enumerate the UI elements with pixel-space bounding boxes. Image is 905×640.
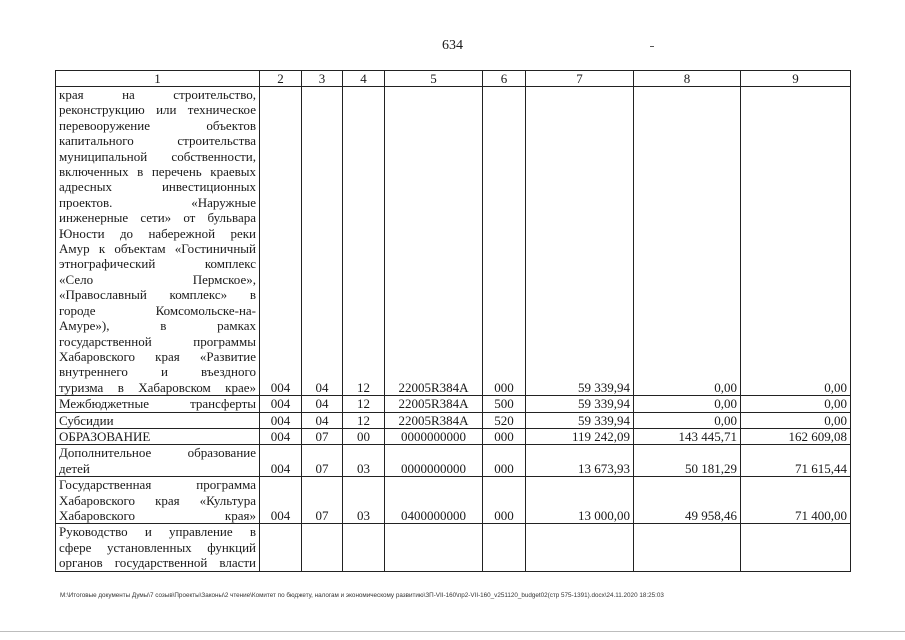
table-row: [56, 428, 851, 444]
row-name: [56, 524, 260, 571]
subsection-code: 07: [302, 445, 343, 477]
header-cell: 6: [483, 71, 526, 87]
scan-edge-line: [0, 631, 905, 632]
table-row: [56, 412, 851, 428]
row-name-line: «Православный комплекс» в: [59, 287, 256, 303]
row-name-line: инженерные сети» от бульвара: [59, 210, 256, 226]
amount-year-3: [741, 524, 851, 571]
expense-type-code: 000: [483, 87, 526, 396]
row-name-line: реконструкцию или техническое: [59, 102, 256, 118]
amount-year-2: 50 181,29: [634, 445, 741, 477]
row-name-line: включенных в перечень краевых: [59, 164, 256, 180]
expense-type-code: 500: [483, 396, 526, 412]
amount-year-2: 0,00: [634, 396, 741, 412]
table-row: [56, 477, 851, 524]
row-name-line: туризма в Хабаровском крае»: [59, 379, 256, 395]
target-article-code: [385, 524, 483, 571]
amount-year-3: 0,00: [741, 412, 851, 428]
amount-year-1: 59 339,94: [526, 412, 634, 428]
row-name-line: государственной программы: [59, 333, 256, 349]
target-article-code: 0000000000: [385, 428, 483, 444]
header-cell: 1: [56, 71, 260, 87]
amount-year-3: 0,00: [741, 87, 851, 396]
row-name: [56, 428, 260, 444]
subsection-code-2: 12: [343, 87, 385, 396]
table-row: [56, 87, 851, 396]
table-body: [56, 87, 851, 572]
section-code: 004: [260, 412, 302, 428]
row-name-line: Руководство и управление в: [59, 524, 256, 540]
row-name-line: адресных инвестиционных: [59, 179, 256, 195]
table-row: [56, 396, 851, 412]
section-code: 004: [260, 477, 302, 524]
page-number: 634: [442, 38, 463, 53]
table-row: [56, 524, 851, 571]
amount-year-3: 162 609,08: [741, 428, 851, 444]
budget-table: [55, 70, 851, 572]
header-row: [56, 71, 851, 87]
row-name: [56, 87, 260, 396]
target-article-code: 0400000000: [385, 477, 483, 524]
target-article-code: 22005R384A: [385, 396, 483, 412]
subsection-code-2: 12: [343, 412, 385, 428]
table-row: [56, 445, 851, 477]
row-name-line: Амуре»), в рамках: [59, 318, 256, 334]
row-name-line: сфере установленных функций: [59, 539, 256, 555]
header-cell: 2: [260, 71, 302, 87]
row-name-line: перевооружение объектов: [59, 117, 256, 133]
section-code: [260, 524, 302, 571]
header-cell: 9: [741, 71, 851, 87]
subsection-code-2: 12: [343, 396, 385, 412]
row-name-line: Юности до набережной реки: [59, 225, 256, 241]
amount-year-2: [634, 524, 741, 571]
scan-speck: [650, 46, 654, 47]
subsection-code-2: 00: [343, 428, 385, 444]
row-name-line: «Село Пермское»,: [59, 271, 256, 287]
row-name-line: детей: [59, 460, 90, 476]
row-name-line: Амур к объектам «Гостиничный: [59, 241, 256, 257]
amount-year-1: [526, 524, 634, 571]
section-code: 004: [260, 87, 302, 396]
expense-type-code: [483, 524, 526, 571]
subsection-code: 04: [302, 87, 343, 396]
target-article-code: 22005R384A: [385, 87, 483, 396]
row-name-line: Дополнительное образование: [59, 445, 256, 461]
amount-year-1: 59 339,94: [526, 87, 634, 396]
row-name: [56, 445, 260, 477]
header-cell: 5: [385, 71, 483, 87]
document-path-footer: M:\Итоговые документы Думы\7 созыв\Проекты\Законы\2 чтение\Комитет по бюджету, налогам и экономическому развитию\ЗП-VII-160\пр2-VII-160_v251120_budget02(стр 575-1391).docx\24.11.2020 18:25:03: [60, 592, 664, 599]
header-cell: 8: [634, 71, 741, 87]
row-name-line: капитального строительства: [59, 133, 256, 149]
row-name: [56, 477, 260, 524]
subsection-code-2: 03: [343, 445, 385, 477]
amount-year-1: 59 339,94: [526, 396, 634, 412]
header-cell: 7: [526, 71, 634, 87]
expense-type-code: 520: [483, 412, 526, 428]
row-name-line: ОБРАЗОВАНИЕ: [59, 428, 151, 444]
row-name-line: Межбюджетные трансферты: [59, 396, 256, 412]
row-name-line: Хабаровского края «Культура: [59, 492, 256, 508]
amount-year-1: 13 673,93: [526, 445, 634, 477]
amount-year-2: 0,00: [634, 87, 741, 396]
row-name-line: органов государственной власти: [59, 555, 256, 571]
target-article-code: 22005R384A: [385, 412, 483, 428]
subsection-code: 04: [302, 396, 343, 412]
header-cell: 4: [343, 71, 385, 87]
row-name-line: городе Комсомольске-на-: [59, 302, 256, 318]
expense-type-code: 000: [483, 445, 526, 477]
row-name: [56, 412, 260, 428]
section-code: 004: [260, 428, 302, 444]
row-name-line: внутреннего и въездного: [59, 364, 256, 380]
section-code: 004: [260, 445, 302, 477]
subsection-code-2: 03: [343, 477, 385, 524]
row-name: [56, 396, 260, 412]
subsection-code-2: [343, 524, 385, 571]
subsection-code: [302, 524, 343, 571]
row-name-line: муниципальной собственности,: [59, 148, 256, 164]
row-name-line: проектов. «Наружные: [59, 194, 256, 210]
header-cell: 3: [302, 71, 343, 87]
subsection-code: 07: [302, 428, 343, 444]
section-code: 004: [260, 396, 302, 412]
row-name-line: Хабаровского края «Развитие: [59, 348, 256, 364]
expense-type-code: 000: [483, 477, 526, 524]
row-name-line: Хабаровского края»: [59, 507, 256, 523]
amount-year-2: 143 445,71: [634, 428, 741, 444]
expense-type-code: 000: [483, 428, 526, 444]
subsection-code: 04: [302, 412, 343, 428]
target-article-code: 0000000000: [385, 445, 483, 477]
amount-year-1: 119 242,09: [526, 428, 634, 444]
amount-year-3: 0,00: [741, 396, 851, 412]
subsection-code: 07: [302, 477, 343, 524]
amount-year-3: 71 400,00: [741, 477, 851, 524]
row-name-line: этнографический комплекс: [59, 256, 256, 272]
row-name-line: Государственная программа: [59, 477, 256, 493]
row-name-line: края на строительство,: [59, 87, 256, 102]
amount-year-2: 49 958,46: [634, 477, 741, 524]
row-name-line: Субсидии: [59, 412, 114, 428]
amount-year-2: 0,00: [634, 412, 741, 428]
amount-year-1: 13 000,00: [526, 477, 634, 524]
amount-year-3: 71 615,44: [741, 445, 851, 477]
